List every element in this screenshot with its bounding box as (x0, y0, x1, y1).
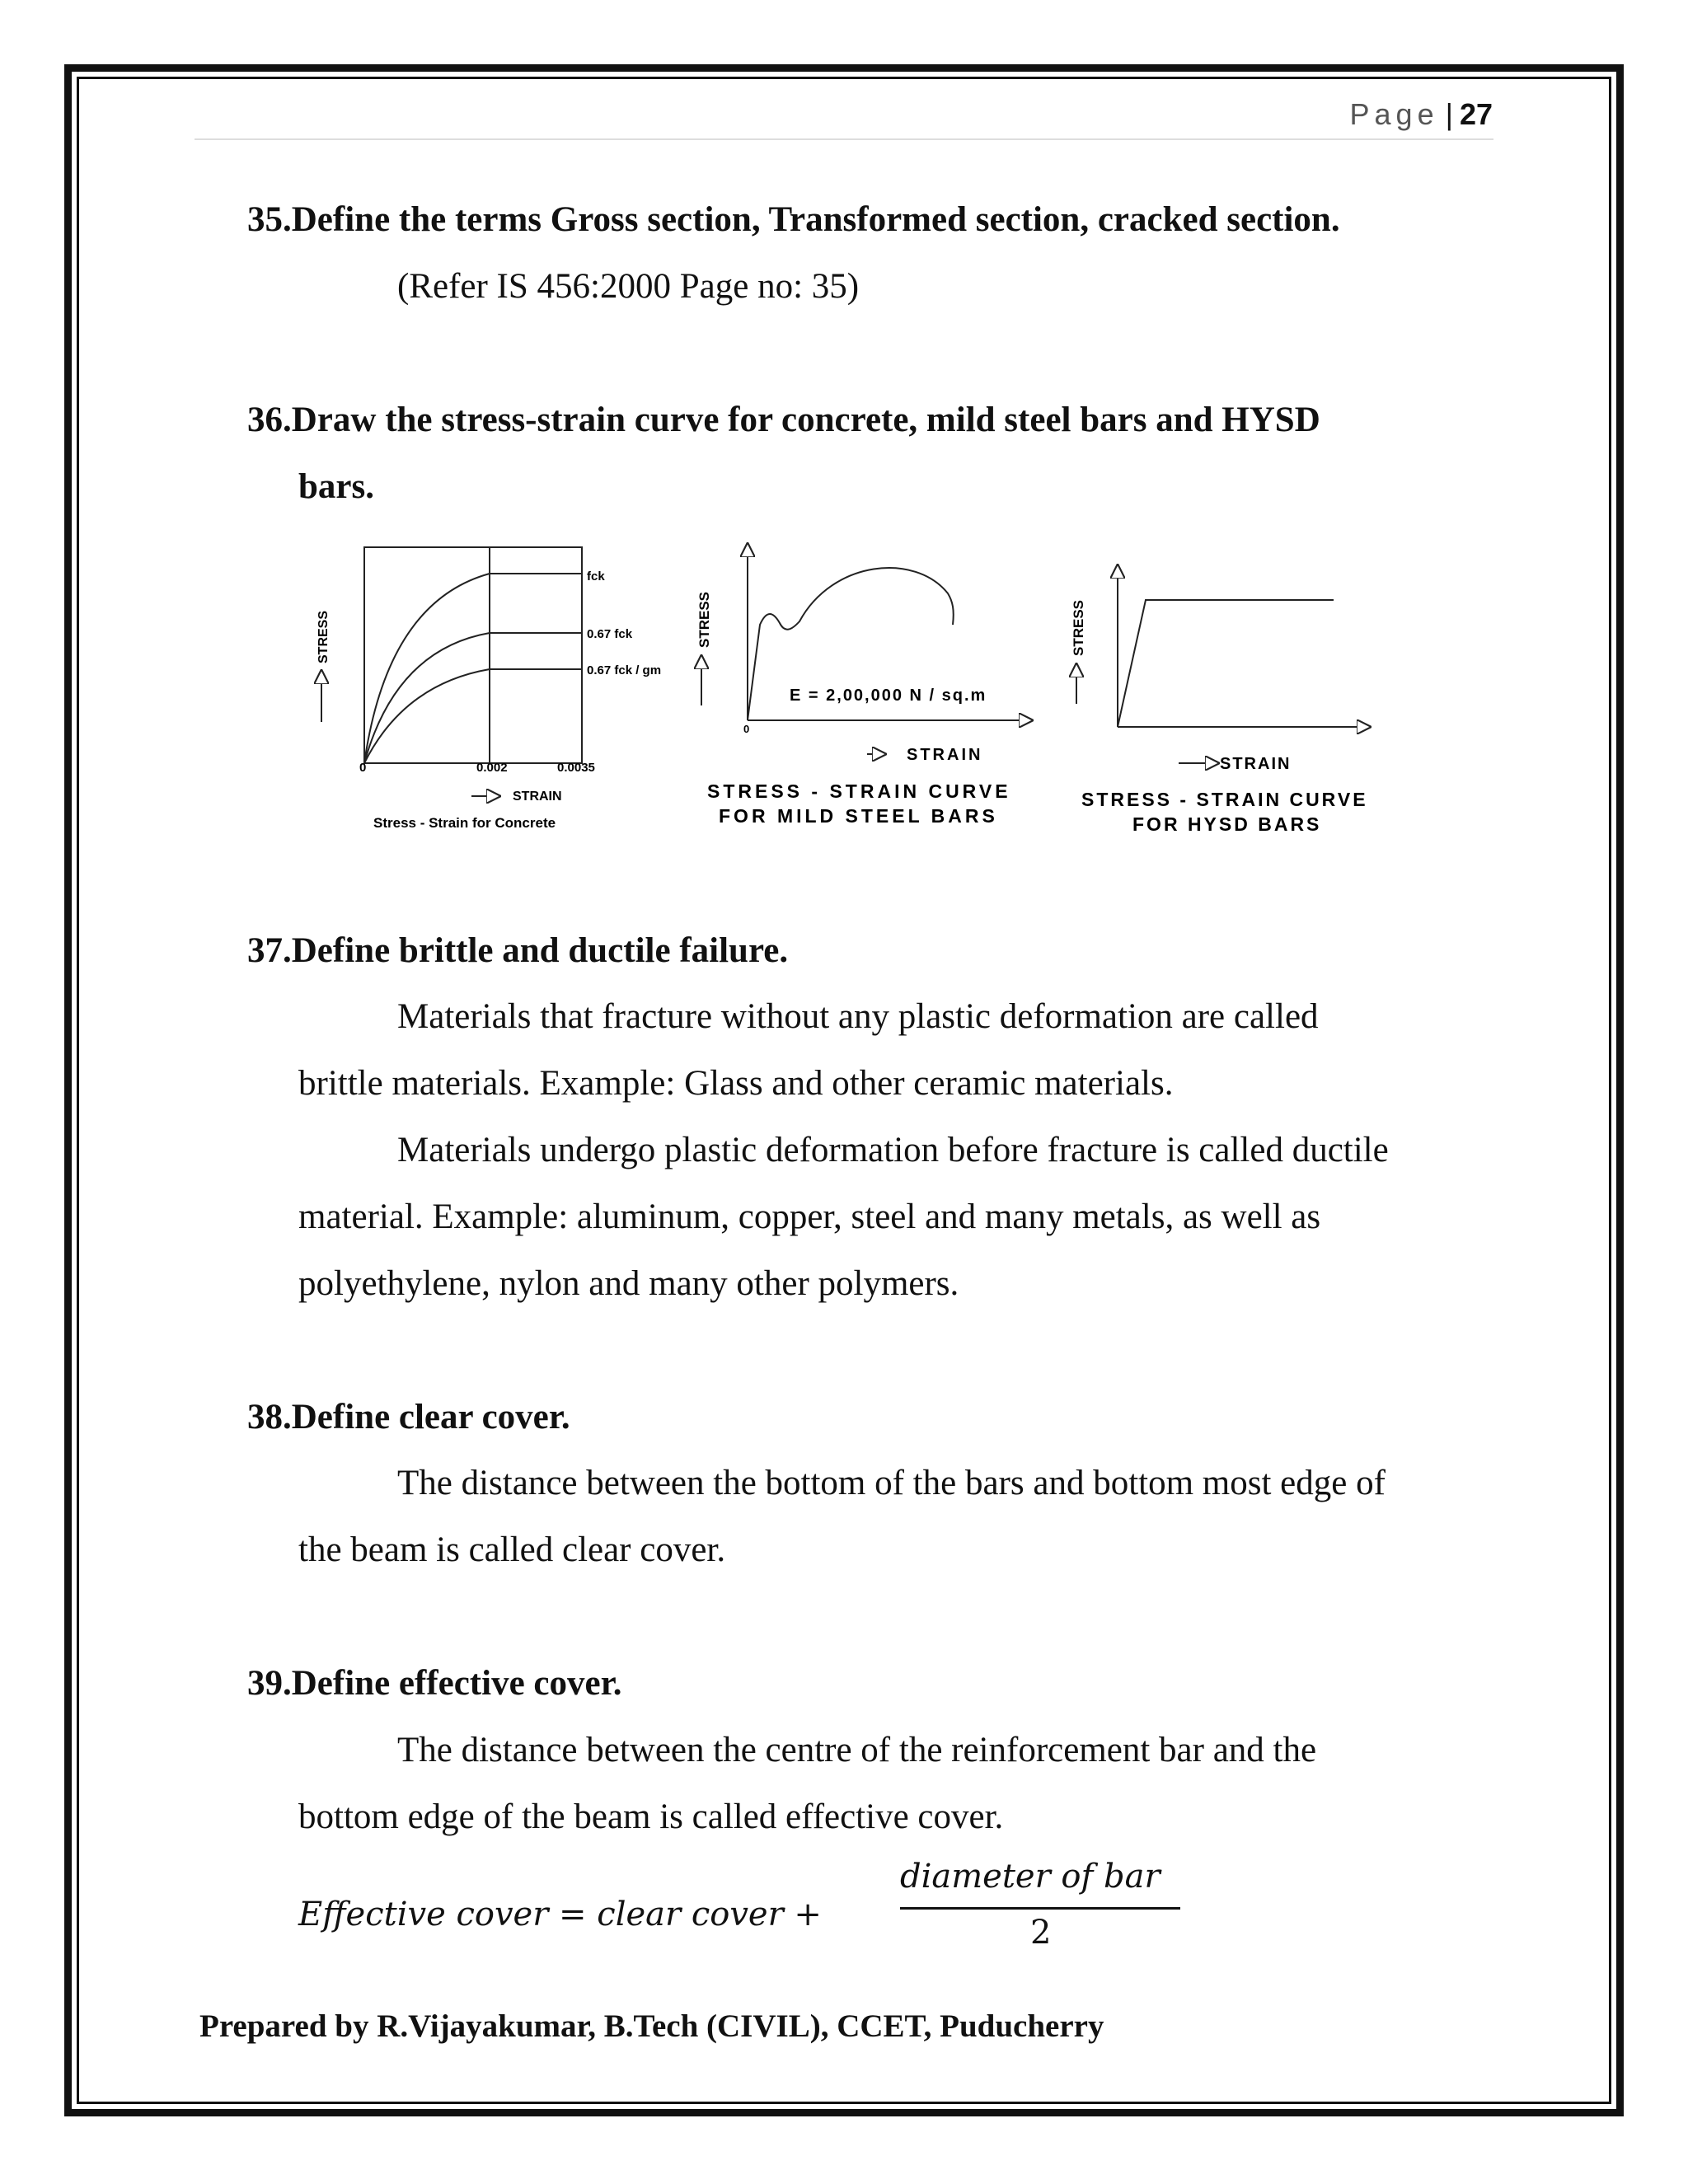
hysd-stress-label: STRESS (1071, 599, 1086, 656)
page-footer: Prepared by R.Vijayakumar, B.Tech (CIVIL), CCET, Puducherry (199, 2008, 1104, 2044)
page-header (1350, 97, 1493, 132)
page-number: 27 (1459, 97, 1493, 131)
question-36-text: Draw the stress-strain curve for concrete, mild steel bars and HYSD (291, 401, 1320, 439)
question-39-text: Define effective cover. (291, 1664, 622, 1703)
question-39-title (247, 1663, 621, 1704)
question-35-text: Define the terms Gross section, Transformed section, cracked section. (291, 200, 1340, 239)
formula-fraction-bar (900, 1907, 1180, 1910)
concrete-label-067gm: 0.67 fck / gm (587, 663, 662, 677)
question-36-number: 36. (247, 401, 292, 439)
q37-para1-line2: brittle materials. Example: Glass and other ceramic materials. (298, 1064, 1174, 1103)
question-37-number: 37. (247, 931, 292, 970)
header-rule (195, 138, 1493, 140)
question-35-reference: (Refer IS 456:2000 Page no: 35) (397, 267, 860, 306)
concrete-diagram (316, 547, 661, 831)
question-36-title-cont: bars. (298, 467, 374, 506)
formula-numerator: diameter of bar (900, 1858, 1160, 1896)
hysd-curve (1118, 600, 1334, 727)
q37-para1-line1: Materials that fracture without any plastic deformation are called (397, 997, 1319, 1036)
question-38-number: 38. (247, 1398, 292, 1436)
page-label: Page (1349, 97, 1439, 131)
mild-steel-strain-label: STRAIN (907, 746, 983, 764)
concrete-label-fck: fck (587, 569, 605, 583)
mild-steel-origin: 0 (743, 723, 750, 735)
question-39-number: 39. (247, 1664, 292, 1703)
hysd-strain-label: STRAIN (1220, 755, 1292, 773)
mild-steel-stress-label: STRESS (696, 591, 712, 648)
concrete-caption: Stress - Strain for Concrete (373, 815, 556, 831)
mild-steel-caption-1: STRESS - STRAIN CURVE (707, 780, 1011, 802)
question-36-title (247, 400, 1320, 440)
question-37-title (247, 930, 788, 971)
hysd-diagram (1071, 565, 1370, 835)
concrete-tick-0035: 0.0035 (557, 761, 595, 775)
concrete-curve-fck (364, 574, 490, 763)
concrete-curve-067 (364, 633, 490, 763)
hysd-caption-2: FOR HYSD BARS (1132, 813, 1322, 835)
concrete-tick-0: 0 (359, 761, 367, 775)
q37-para2-line3: polyethylene, nylon and many other polymers. (298, 1264, 959, 1303)
stress-strain-figure (288, 536, 1409, 849)
concrete-label-067: 0.67 fck (587, 627, 633, 641)
q39-para-line2: bottom edge of the beam is called effective cover. (298, 1797, 1004, 1836)
concrete-tick-002: 0.002 (476, 761, 508, 775)
mild-steel-caption-2: FOR MILD STEEL BARS (719, 805, 998, 827)
q38-para-line2: the beam is called clear cover. (298, 1530, 726, 1569)
concrete-stress-label: STRESS (316, 610, 331, 663)
q39-para-line1: The distance between the centre of the reinforcement bar and the (397, 1731, 1317, 1769)
question-35-number: 35. (247, 200, 292, 239)
q38-para-line1: The distance between the bottom of the bars and bottom most edge of (397, 1464, 1386, 1502)
formula-lhs: Effective cover = clear cover + (298, 1896, 822, 1933)
mild-steel-modulus: E = 2,00,000 N / sq.m (790, 687, 987, 705)
question-37-text: Define brittle and ductile failure. (291, 931, 789, 970)
q37-para2-line2: material. Example: aluminum, copper, steel and many metals, as well as (298, 1197, 1321, 1236)
question-35-title (247, 199, 1340, 240)
formula-denominator: 2 (1030, 1914, 1052, 1952)
question-38-text: Define clear cover. (291, 1398, 570, 1436)
concrete-strain-label: STRAIN (513, 790, 562, 804)
question-38-title (247, 1397, 570, 1437)
hysd-caption-1: STRESS - STRAIN CURVE (1081, 789, 1368, 810)
effective-cover-formula (298, 1854, 1205, 1970)
mild-steel-diagram (696, 544, 1032, 827)
page-separator: | (1445, 97, 1453, 131)
q37-para2-line1: Materials undergo plastic deformation before fracture is called ductile (397, 1131, 1389, 1169)
